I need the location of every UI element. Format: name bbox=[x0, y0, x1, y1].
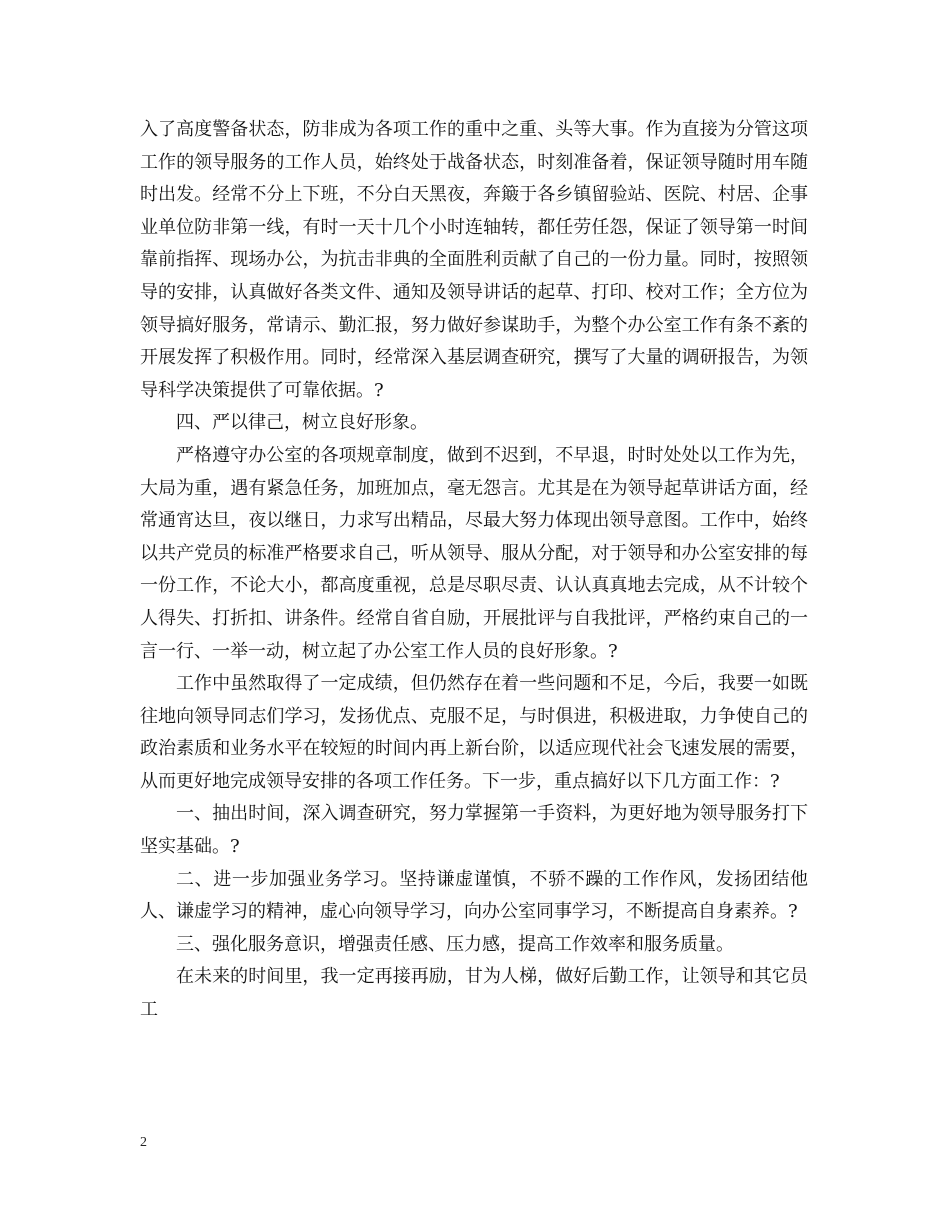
paragraph-self-discipline: 严格遵守办公室的各项规章制度，做到不迟到，不早退，时时处处以工作为先，大局为重，遇有紧急任务，加班加点，毫无怨言。尤其是在为领导起草讲话方面，经常通宵达旦，夜以继日，力求写出精品，尽最大努力体现出领导意图。工作中，始终以共产党员的标准严格要求自己，听从领导、服从分配，对于领导和办公室安排的每一份工作，不论大小，都高度重视，总是尽职尽责、认认真真地去完成，从不计较个人得失、打折扣、讲条件。经常自省自励，开展批评与自我批评，严格约束自己的一言一行、一举一动，树立起了办公室工作人员的良好形象。? bbox=[140, 444, 808, 662]
section-heading-self-discipline: 四、严以律己，树立良好形象。 bbox=[176, 412, 428, 434]
plan-item-service: 三、强化服务意识，增强责任感、压力感，提高工作效率和服务质量。 bbox=[176, 933, 734, 955]
plan-item-research: 一、抽出时间，深入调查研究，努力掌握第一手资料，为更好地为领导服务打下坚实基础。? bbox=[140, 803, 808, 858]
paragraph-continued-duties: 入了高度警备状态，防非成为各项工作的重中之重、头等大事。作为直接为分管这项工作的领导服务的工作人员，始终处于战备状态，时刻准备着，保证领导随时用车随时出发。经常不分上下班，不分白天黑夜，奔簸于各乡镇留验站、医院、村居、企事业单位防非第一线，有时一天十几个小时连轴转，都任劳任怨，保证了领导第一时间靠前指挥、现场办公，为抗击非典的全面胜利贡献了自己的一份力量。同时，按照领导的安排，认真做好各类文件、通知及领导讲话的起草、打印、校对工作；全方位为领导搞好服务，常请示、勤汇报，努力做好参谋助手，为整个办公室工作有条不紊的开展发挥了积极作用。同时，经常深入基层调查研究，撰写了大量的调研报告，为领导科学决策提供了可靠依据。? bbox=[140, 119, 808, 401]
paragraph-future: 在未来的时间里，我一定再接再励，甘为人梯，做好后勤工作，让领导和其它员工 bbox=[140, 966, 808, 1021]
page-number: 2 bbox=[140, 1135, 147, 1150]
document-body bbox=[140, 114, 808, 1027]
plan-item-study: 二、进一步加强业务学习。坚持谦虚谨慎，不骄不躁的工作作风，发扬团结他人、谦虚学习的精神，虚心向领导学习，向办公室同事学习，不断提高自身素养。? bbox=[140, 868, 808, 923]
paragraph-shortcomings-plan: 工作中虽然取得了一定成绩，但仍然存在着一些问题和不足，今后，我要一如既往地向领导同志们学习，发扬优点、克服不足，与时俱进，积极进取，力争使自己的政治素质和业务水平在较短的时间内再上新台阶，以适应现代社会飞速发展的需要，从而更好地完成领导安排的各项工作任务。下一步，重点搞好以下几方面工作：? bbox=[140, 673, 808, 792]
